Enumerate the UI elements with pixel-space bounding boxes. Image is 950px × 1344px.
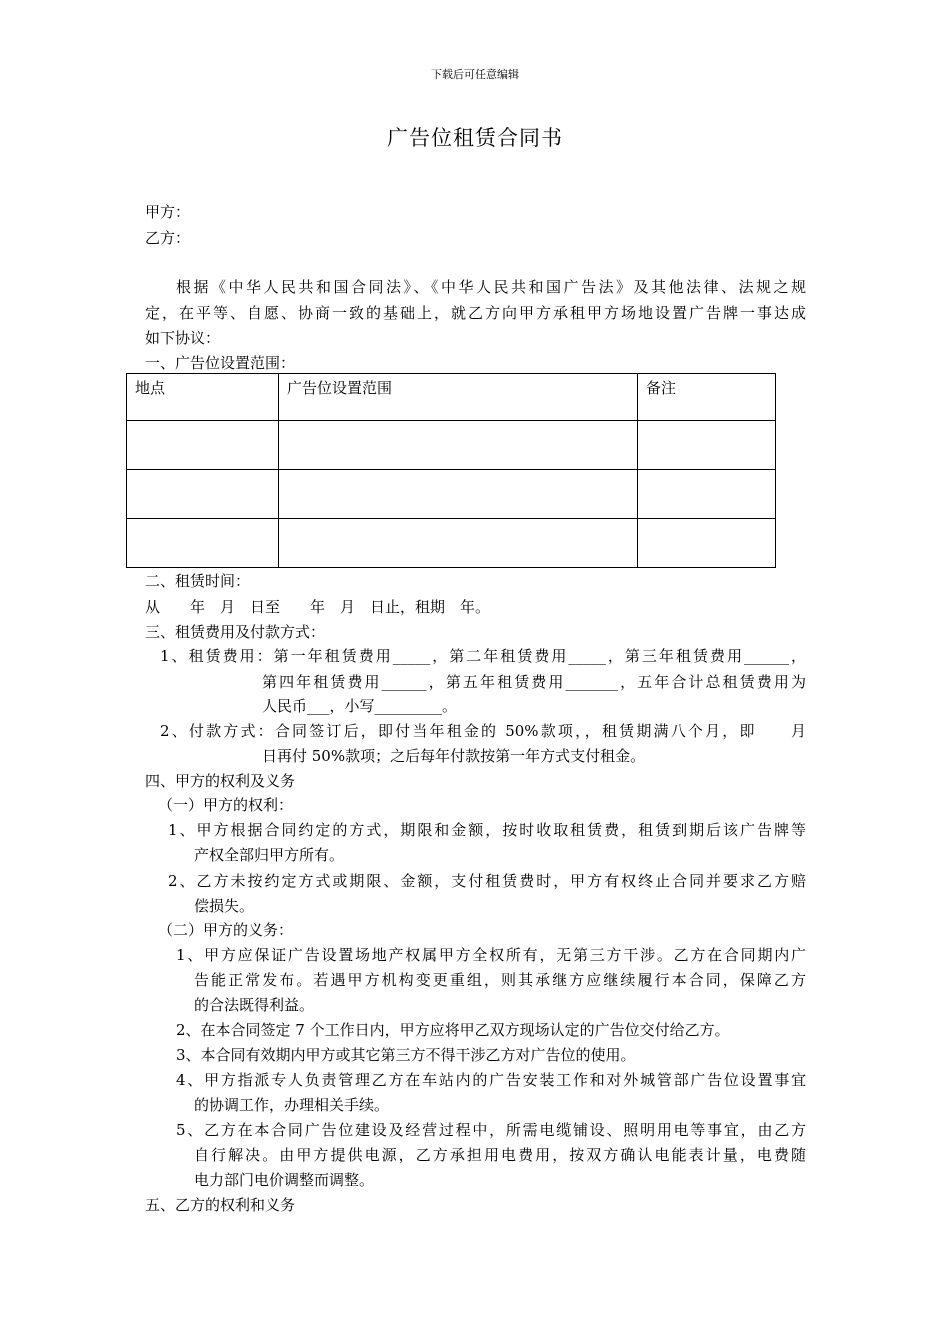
table-cell [127, 519, 279, 568]
section-3-heading: 三、租赁费用及付款方式： [145, 623, 326, 641]
table-cell [638, 470, 776, 519]
right-2-line-1: 2、乙方未按约定方式或期限、金额，支付租赁费时，甲方有权终止合同并要求乙方赔 [168, 872, 806, 890]
table-cell [279, 470, 638, 519]
table-row [127, 421, 776, 470]
table-cell [638, 519, 776, 568]
table-cell [279, 421, 638, 470]
table-header-remarks: 备注 [638, 374, 776, 421]
section-1-heading: 一、广告位设置范围： [145, 354, 296, 372]
table-header-row [127, 374, 776, 421]
party-a-label: 甲方： [145, 203, 191, 221]
right-2-line-2: 偿损失。 [194, 897, 255, 915]
document-title: 广告位租赁合同书 [387, 126, 563, 150]
party-a-rights-heading: （一）甲方的权利： [158, 796, 294, 814]
party-a-duties-heading: （二）甲方的义务： [158, 921, 294, 939]
payment-line-2: 日再付 50%款项；之后每年付款按第一年方式支付租金。 [262, 747, 646, 765]
duty-1-line-3: 的合法既得利益。 [194, 996, 315, 1014]
duty-4-line-2: 的协调工作，办理相关手续。 [194, 1096, 390, 1114]
section-5-heading: 五、乙方的权利和义务 [145, 1196, 296, 1214]
party-b-label: 乙方： [145, 229, 191, 247]
duty-4-line-1: 4、甲方指派专人负责管理乙方在车站内的广告安装工作和对外城管部广告位设置事宜 [176, 1071, 806, 1089]
intro-line-2: 定，在平等、自愿、协商一致的基础上，就乙方向甲方承租甲方场地设置广告牌一事达成 [145, 304, 806, 322]
fee-line-3: 人民币___，小写_________。 [262, 697, 458, 715]
table-header-location: 地点 [127, 374, 279, 421]
table-row [127, 519, 776, 568]
fee-line-1: 1、租赁费用：第一年租赁费用_____，第二年租赁费用_____，第三年租赁费用______， [160, 647, 806, 665]
lease-period-text: 从 年 月 日至 年 月 日止，租期 年。 [145, 598, 491, 616]
section-2-heading: 二、租赁时间： [145, 572, 251, 590]
payment-line-1: 2、付款方式：合同签订后，即付当年租金的 50%款项，，租赁期满八个月，即 月 [160, 722, 806, 740]
table-cell [638, 421, 776, 470]
fee-line-2: 第四年租赁费用______，第五年租赁费用_______，五年合计总租赁费用为 [262, 673, 806, 691]
duty-5-line-3: 电力部门电价调整而调整。 [194, 1171, 375, 1189]
duty-5-line-2: 自行解决。由甲方提供电源，乙方承担用电费用，按双方确认电能表计量，电费随 [194, 1146, 806, 1164]
duty-1-line-1: 1、甲方应保证广告设置场地产权属甲方全权所有，无第三方干涉。乙方在合同期内广 [176, 946, 806, 964]
table-cell [127, 470, 279, 519]
section-4-heading: 四、甲方的权利及义务 [145, 772, 296, 790]
table-row [127, 470, 776, 519]
ad-scope-table [126, 373, 776, 568]
duty-2: 2、在本合同签定 7 个工作日内，甲方应将甲乙双方现场认定的广告位交付给乙方。 [176, 1021, 730, 1039]
header-note: 下载后可任意编辑 [431, 68, 519, 81]
duty-5-line-1: 5、乙方在本合同广告位建设及经营过程中，所需电缆铺设、照明用电等事宜，由乙方 [176, 1121, 806, 1139]
intro-line-1: 根据《中华人民共和国合同法》、《中华人民共和国广告法》及其他法律、法规之规 [176, 278, 806, 296]
table-cell [127, 421, 279, 470]
table-cell [279, 519, 638, 568]
duty-3: 3、本合同有效期内甲方或其它第三方不得干涉乙方对广告位的使用。 [176, 1046, 636, 1064]
right-1-line-2: 产权全部归甲方所有。 [194, 846, 345, 864]
right-1-line-1: 1、甲方根据合同约定的方式，期限和金额，按时收取租赁费，租赁到期后该广告牌等 [168, 821, 806, 839]
duty-1-line-2: 告能正常发布。若遇甲方机构变更重组，则其承继方应继续履行本合同，保障乙方 [194, 971, 806, 989]
table-header-scope: 广告位设置范围 [279, 374, 638, 421]
intro-line-3: 如下协议： [145, 329, 221, 347]
